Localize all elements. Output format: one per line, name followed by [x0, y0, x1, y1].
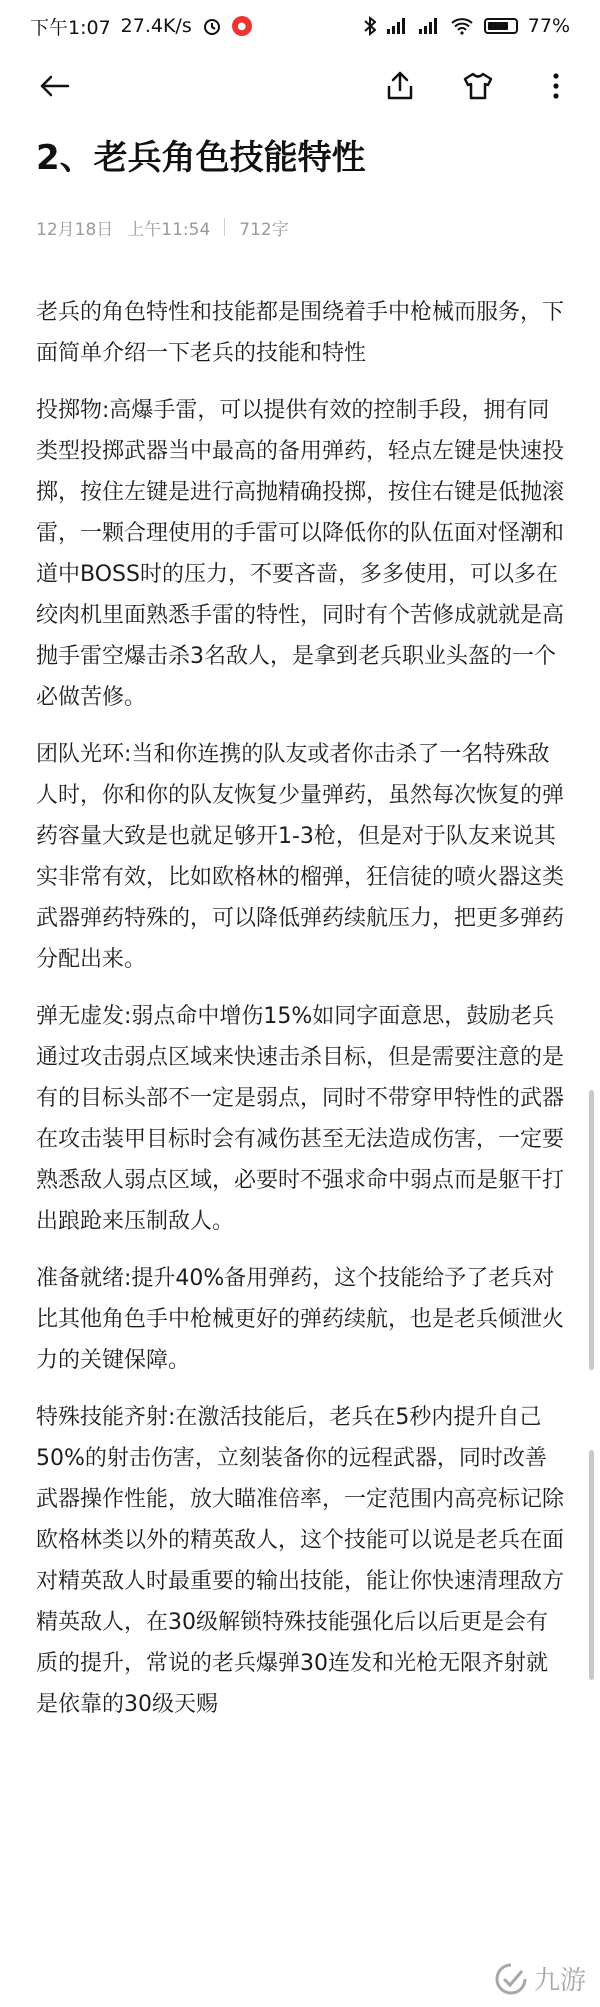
signal-icon-2	[418, 17, 440, 35]
article-time: 上午11:54	[127, 219, 211, 240]
more-button[interactable]	[538, 68, 574, 104]
tshirt-icon	[462, 72, 494, 100]
paragraph-grenade: 投掷物:高爆手雷，可以提供有效的控制手段，拥有同类型投掷武器当中最高的备用弹药，轻点左键是快速投掷，按住左键是进行高抛精确投掷，按住右键是低抛滚雷，一颗合理使用的手雷可以降低你的队伍面对怪潮和道中BOSS时的压力，不要吝啬，多多使用，可以多在绞肉机里面熟悉手雷的特性，同时有个苦修成就就是高抛手雷空爆击杀3名敌人，是拿到老兵职业头盔的一个必做苦修。	[36, 397, 565, 710]
status-bar-left	[30, 13, 252, 40]
back-arrow-icon	[38, 74, 70, 98]
paragraph-intro: 老兵的角色特性和技能都是围绕着手中枪械而服务，下面简单介绍一下老兵的技能和特性	[36, 299, 565, 366]
scrollbar-thumb[interactable]	[589, 1090, 594, 1370]
meta-divider	[224, 218, 225, 236]
more-vertical-icon	[552, 72, 560, 100]
watermark-text: 九游	[533, 1966, 586, 1996]
wifi-icon	[450, 17, 474, 35]
app-notification-icon: ●	[232, 16, 252, 36]
toolbar	[0, 52, 600, 120]
bluetooth-icon	[364, 16, 376, 36]
scrollbar-thumb-lower[interactable]	[589, 1450, 594, 1680]
back-button[interactable]	[36, 68, 72, 104]
article-title: 2、老兵角色技能特性	[36, 138, 366, 178]
watermark	[494, 1960, 586, 1997]
article-meta	[36, 215, 564, 240]
theme-button[interactable]	[460, 68, 496, 104]
battery-percent: 77%	[527, 15, 570, 37]
status-time: 下午1:07	[30, 16, 111, 39]
status-bar	[0, 0, 600, 52]
article-date: 12月18日	[36, 219, 114, 240]
toolbar-actions	[382, 68, 574, 104]
article-body	[36, 292, 564, 1725]
alarm-icon	[202, 16, 222, 36]
share-icon	[387, 71, 413, 101]
signal-icon	[386, 17, 408, 35]
watermark-logo-icon	[494, 1962, 528, 1996]
battery-icon	[484, 18, 518, 34]
paragraph-volley: 特殊技能齐射:在激活技能后，老兵在5秒内提升自己50%的射击伤害，立刻装备你的远程武器，同时改善武器操作性能，放大瞄准倍率，一定范围内高亮标记除欧格林类以外的精英敌人，这个技能可以说是老兵在面对精英敌人时最重要的输出技能，能让你快速清理敌方精英敌人，在30级解锁特殊技能强化后以后更是会有质的提升，常说的老兵爆弹30连发和光枪无限齐射就是依靠的30级天赐	[36, 1404, 565, 1717]
network-speed: 27.4K/s	[120, 15, 192, 37]
paragraph-ready: 准备就绪:提升40%备用弹药，这个技能给予了老兵对比其他角色手中枪械更好的弹药续航，也是老兵倾泄火力的关键保障。	[36, 1265, 565, 1373]
share-button[interactable]	[382, 68, 418, 104]
paragraph-weakspot: 弹无虚发:弱点命中增伤15%如同字面意思，鼓励老兵通过攻击弱点区域来快速击杀目标，但是需要注意的是有的目标头部不一定是弱点，同时不带穿甲特性的武器在攻击装甲目标时会有减伤甚至无法造成伤害，一定要熟悉敌人弱点区域，必要时不强求命中弱点而是躯干打出踉跄来压制敌人。	[36, 1003, 565, 1234]
status-bar-right	[364, 15, 570, 37]
article-word-count: 712字	[239, 219, 289, 240]
battery-level	[488, 22, 508, 30]
paragraph-team-aura: 团队光环:当和你连携的队友或者你击杀了一名特殊敌人时，你和你的队友恢复少量弹药，虽然每次恢复的弹药容量大致是也就足够开1-3枪，但是对于队友来说其实非常有效，比如欧格林的榴弹，狂信徒的喷火器这类武器弹药特殊的，可以降低弹药续航压力，把更多弹药分配出来。	[36, 741, 565, 972]
